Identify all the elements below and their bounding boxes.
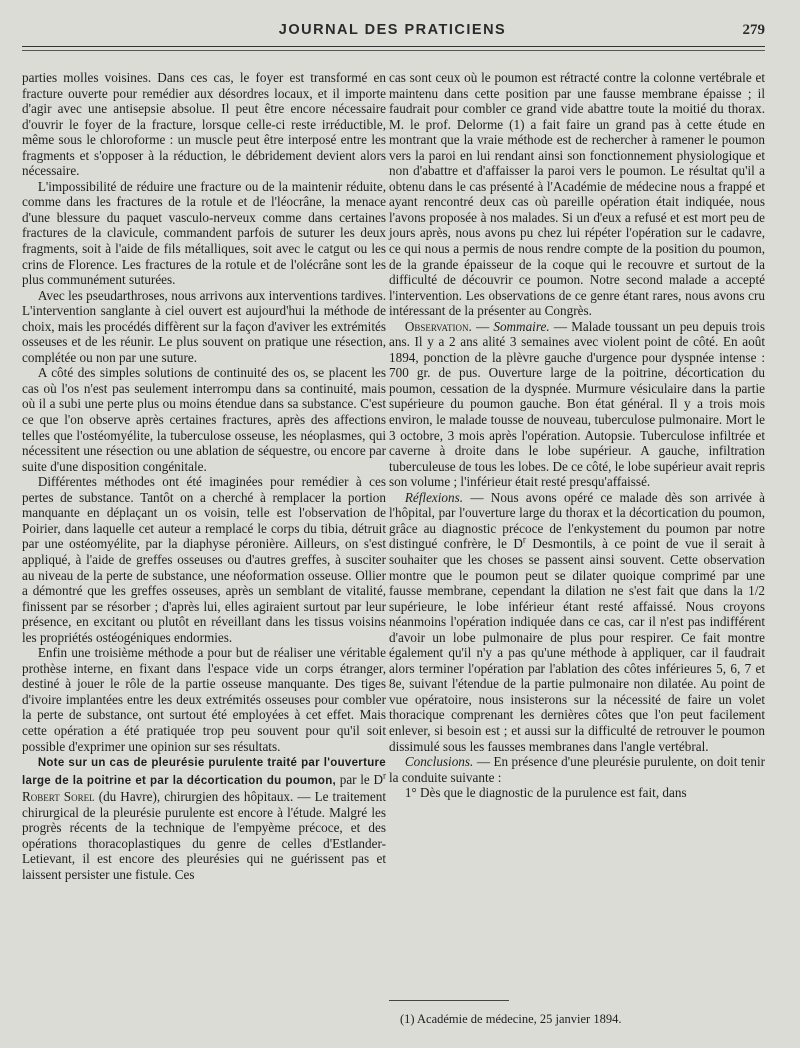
reflexions-sup: r bbox=[522, 535, 526, 546]
note-paragraph bbox=[22, 754, 386, 882]
note-author-prefix: par le D bbox=[339, 771, 383, 787]
observation-paragraph: Observation. — Sommaire. — Malade toussant un peu depuis trois ans. Il y a 2 ans alité 3 semaines avec violent point de côté. En août 1894, ponction de la plèvre gauche d'urgence pour dyspnée intense : 700 gr. de pus. Ouverture large de la poitrine, décortication du poumon, cessation de la dyspnée. Murmure vésiculaire dans la partie supérieure du poumon gauche. Bon état général. Il y a trois mois environ, le malade tousse de nouveau, tuberculose pulmonaire. Mort le 3 octobre, 3 mois après l'opération. Autopsie. Tuberculose infiltrée et caverne à droite dans le lobe supérieur. A gauche, infiltration tuberculeuse de tous les lobes. De ce côté, le lobe supérieur avait repris son volume ; l'inférieur était resté presqu'affaissé. bbox=[389, 318, 766, 490]
running-header bbox=[20, 22, 765, 42]
paragraph: Enfin une troisième méthode a pour but de réaliser une véritable prothèse interne, en fixant dans l'espace vide un corps étranger, destiné à jouer le rôle de la partie osseuse manquante. Des tiges d'ivoire implantées entre les deux extrémités osseuses pour combler la perte de substance, ont surtout été employées à cet effet. Mais cette opération a été pratiquée trop peu souvent pour qu'il soit possible d'exprimer une opinion sur ses résultats. bbox=[22, 645, 386, 754]
reflexions-prefix: — Nous avons opéré ce malade dès son arrivée à l'hôpital, par l'ouverture large du thorax et la décortication du poumon, grâce au diagnostic précoce de l'enkystement du poumon par notre distingué confrère, le D bbox=[389, 489, 766, 552]
header-rule bbox=[22, 46, 765, 47]
list-item: 1° Dès que le diagnostic de la purulence est fait, dans bbox=[404, 785, 687, 801]
conclusions-text: — En présence d'une pleurésie purulente, on doit tenir la conduite suivante : bbox=[389, 754, 766, 785]
conclusions-paragraph bbox=[389, 754, 765, 785]
reflexions-label: Réflexions. bbox=[404, 489, 464, 505]
observation-text: — Malade toussant un peu depuis trois ans. Il y a 2 ans alité 3 semaines avec violent point de côté. En août 1894, ponction de la plèvre gauche d'urgence pour dyspnée intense : 700 gr. de pus. Ouverture large de la poitrine, décortication du poumon, cessation de la dyspnée. Murmure vésiculaire dans la partie supérieure du poumon gauche. Bon état général. Il y a trois mois environ, le malade tousse de nouveau, tuberculose pulmonaire. Mort le 3 octobre, 3 mois après l'opération. Autopsie. Tuberculose infiltrée et caverne à droite dans le lobe supérieur. A gauche, infiltration tuberculeuse de tous les lobes. De ce côté, le lobe supérieur avait repris son volume ; l'inférieur était resté presqu'affaissé. bbox=[389, 318, 766, 490]
paragraph: parties molles voisines. Dans ces cas, le foyer est transformé en fracture ouverte pour remédier aux désordres locaux, et il importe d'agir avec une antisepsie absolue. Il peut être encore nécessaire d'ouvrir le foyer de la fracture, lorsque celle-ci reste irréductible, même sous le chloroforme : un muscle peut être interposé entre les fragments et s'opposer à la réduction, le débridement devient alors nécessaire. bbox=[22, 70, 386, 179]
paragraph: Différentes méthodes ont été imaginées pour remédier à ces pertes de substance. Tantôt on a cherché à remplacer la portion manquante en déplaçant un os voisin, telle est l'observation de Poirier, dans laquelle cet auteur a remplacé le corps du tibia, détruit par une ostéomyélite, par la diaphyse péronière. Ailleurs, on s'est appliqué, à l'aide de greffes osseuses ou d'autres greffes, à susciter au niveau de la perte de substance, une néoformation osseuse. Ollier a démontré que les greffes osseuses, après un semblant de vitalité, finissent par se résorber ; d'après lui, elles agiraient surtout par leur présence, en excitant ou plutôt en réveillant dans les tissus voisins les propriétés ostéogéniques endormies. bbox=[22, 474, 386, 645]
reflexions-text: Desmontils, à ce point de vue il serait à souhaiter que les choses se passent ainsi souvent. Cette observation montre que le poumon peut se dilater quoique comprimé par une fausse membrane, cependant la dilation ne s'est fait que dans la 1/2 supérieure, le lobe inférieur étant resté affaissé. Nous croyons néanmoins l'opération indiquée dans ce cas, car il n'est pas indifférent d'avoir un lobe pulmonaire de plus pour respirer. Ce fait montre également qu'il n'y a pas qu'une méthode à appliquer, car il faudrait alors terminer l'opération par l'ablation des côtes inférieures 5, 6, 7 et 8e, suivant l'étendue de la partie pulmonaire non dilatée. Au point de vue opératoire, nous insisterons sur la nécessité de faire un volet thoracique comprenant les dernières côtes que l'on peut facilement enlever, si besoin est ; et aussi sur la difficulté de retrouver le poumon dissimulé sous les fausses membranes dans l'angle vertébral. bbox=[389, 536, 765, 754]
paragraph: Avec les pseudarthroses, nous arrivons aux interventions tardives. L'intervention sanglante à ciel ouvert est aujourd'hui la méthode de choix, mais les procédés diffèrent sur la façon d'aviver les extrémités osseuses et de les réunir. Le plus souvent on pratique une résection, complétée ou non par une suture. bbox=[22, 287, 386, 365]
right-column bbox=[389, 70, 765, 801]
footnote: (1) Académie de médecine, 25 janvier 1894. bbox=[400, 1012, 622, 1026]
paragraph: cas sont ceux où le poumon est rétracté contre la colonne vertébrale et maintenu dans cette position par une fausse membrane épaisse ; il faudrait pour combler ce grand vide abattre toute la moitié du thorax. M. le prof. Delorme (1) a fait faire un grand pas à cette étude en montrant que la vraie méthode est de rechercher à ramener le poumon vers la paroi en lui rendant ainsi son fonctionnement physiologique et non d'abattre et d'affaisser la paroi vers le poumon. Le résultat qu'il a obtenu dans le cas présenté à l'Académie de médecine nous a frappé et ayant rencontré deux cas où pareille opération était indiquée, nous l'avons proposée à nos malades. Si un d'eux a refusé et est mort peu de jours après, nous avons pu chez lui répéter l'opération sur le cadavre, ce qui nous a permis de nous rendre compte de la position du poumon, de la grande épaisseur de la coque qui le recouvre et surtout de la difficulté de découvrir ce poumon. Notre second malade a accepté l'intervention. Les observations de ce genre étant rares, nous avons cru intéressant de la présenter au Congrès. bbox=[389, 70, 765, 319]
note-title: Note sur un cas de pleurésie purulente traité par l'ouverture large de la poitrine et par la décortication du poumon, bbox=[22, 757, 386, 787]
paragraph: L'impossibilité de réduire une fracture ou de la maintenir réduite, comme dans les fractures de la rotule et de l'léocrâne, la menace d'une blessure du paquet vasculo-nerveux comme dans certaines fractures de la clavicule, commandent parfois de suturer les deux fragments, soit à l'aide de fils métalliques, soit avec le catgut ou les crins de Florence. Les fractures de la rotule et de l'olécrâne sont les plus communément suturées. bbox=[22, 178, 386, 288]
observation-label: Observation. bbox=[404, 318, 472, 334]
paragraph: A côté des simples solutions de continuité des os, se placent les cas où l'os n'est pas seulement interrompu dans sa continuité, mais où il a subi une perte plus ou moins étendue dans sa substance. C'est ce que l'on observe après certaines fractures, après des affections telles que l'ostéomyélite, la tuberculose osseuse, les néoplasmes, qui nécessitent une résection ou une ablation de séquestre, ou encore par suite d'une disposition congénitale. bbox=[22, 365, 386, 474]
note-author-name: Robert Sorel bbox=[22, 789, 95, 805]
reflexions-paragraph bbox=[389, 490, 765, 754]
conclusions-label: Conclusions. bbox=[404, 754, 474, 770]
note-author-sup: r bbox=[383, 770, 386, 781]
left-column bbox=[22, 70, 386, 882]
note-body: (du Havre), chirurgien des hôpitaux. — Le traitement chirurgical de la pleurésie purulente est encore à l'étude. Malgré les progrès récents de la technique de l'empyème précoce, et des opérations thoracoplastiques du genre de celles d'Estlander-Letievant, il est encore des pleurésies qui ne guérissent pas et laissent persister une fistule. Ces bbox=[22, 789, 386, 882]
journal-title: JOURNAL DES PRATICIENS bbox=[278, 22, 507, 38]
footnote-rule bbox=[389, 1000, 509, 1001]
page-number: 279 bbox=[742, 22, 765, 38]
header-rule-thin bbox=[22, 50, 765, 51]
observation-sommaire: Sommaire. bbox=[493, 318, 550, 334]
